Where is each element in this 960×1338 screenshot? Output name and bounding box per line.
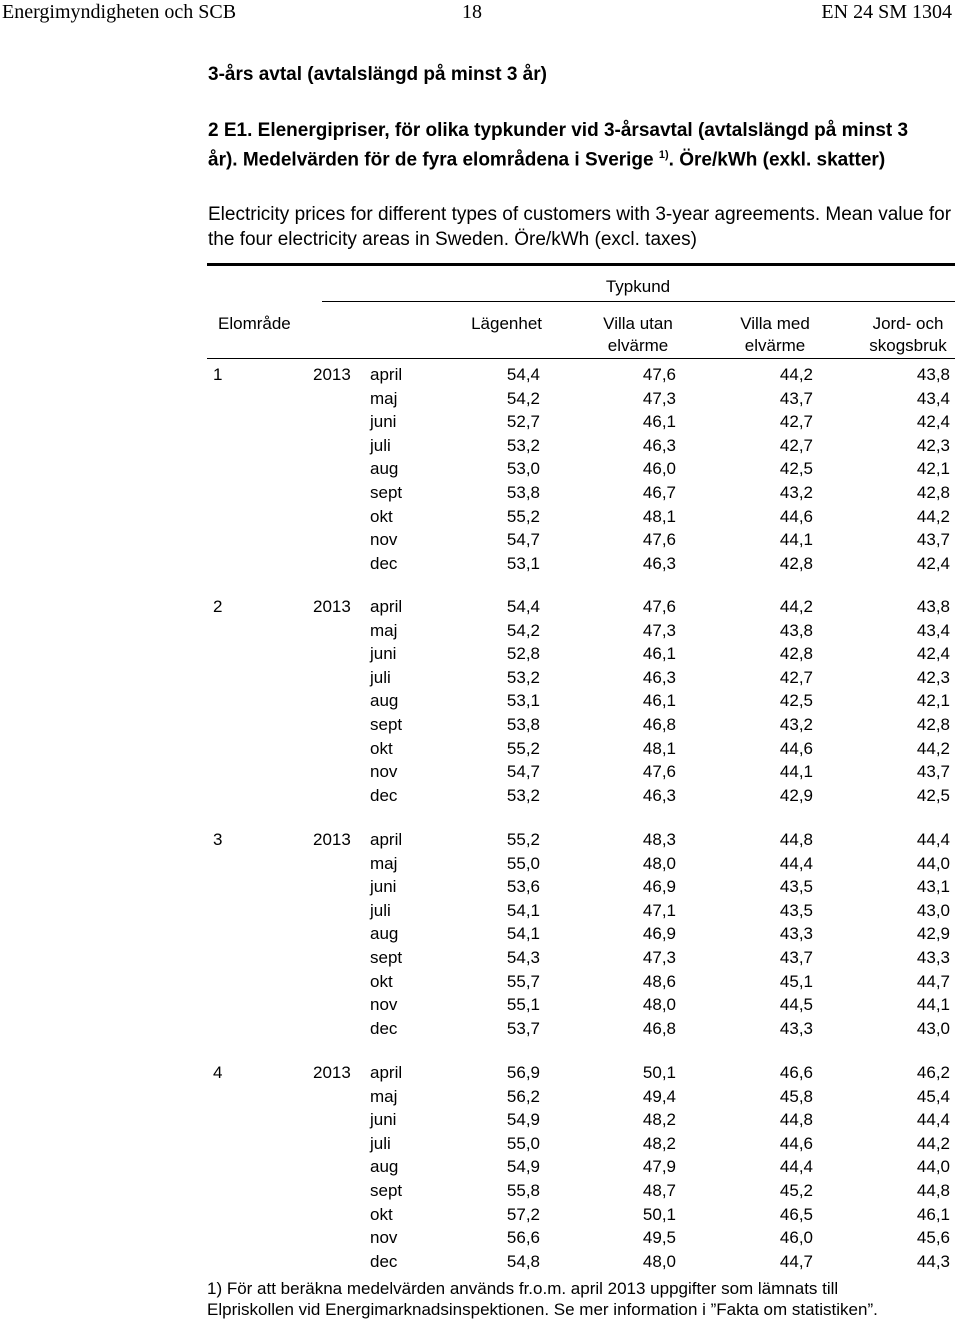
header-jord-line2: skogsbruk [869,336,947,355]
cell-month: maj [370,620,398,640]
cell-jord-och-skogsbruk: 43,7 [916,762,950,782]
cell-villa-utan-elvarme: 46,3 [642,435,676,455]
cell-villa-med-elvarme: 45,2 [779,1181,813,1200]
cell-month: okt [370,1204,393,1224]
cell-villa-utan-elvarme: 47,9 [642,1157,676,1177]
cell-lagenhet: 53,2 [506,785,540,805]
cell-jord-och-skogsbruk: 42,4 [916,644,950,664]
cell-jord-och-skogsbruk: 43,0 [916,900,950,920]
table-row [0,410,960,434]
table-row [0,852,960,876]
cell-month: juli [370,667,391,687]
cell-lagenhet: 53,1 [506,691,540,711]
cell-lagenhet: 54,9 [506,1110,540,1130]
cell-villa-med-elvarme: 42,7 [779,412,813,432]
cell-lagenhet: 55,2 [506,738,540,758]
cell-month: nov [370,762,398,782]
cell-villa-utan-elvarme: 48,1 [642,738,676,758]
cell-villa-utan-elvarme: 46,9 [642,877,676,897]
table-row [0,1085,960,1109]
header-publisher: Energimyndigheten och SCB [2,1,237,23]
cell-lagenhet: 56,6 [506,1228,540,1248]
cell-villa-med-elvarme: 43,5 [779,877,813,897]
cell-year: 2013 [313,365,351,384]
cell-villa-utan-elvarme: 50,1 [642,1063,676,1082]
cell-jord-och-skogsbruk: 42,8 [916,715,950,734]
cell-lagenhet: 53,6 [506,877,540,897]
cell-villa-utan-elvarme: 46,8 [642,715,676,734]
cell-villa-utan-elvarme: 48,0 [642,853,676,873]
cell-month: aug [370,1157,399,1177]
table-row [0,689,960,713]
cell-villa-med-elvarme: 44,4 [779,1157,813,1177]
table-row [0,457,960,481]
cell-villa-utan-elvarme: 48,3 [642,830,676,849]
section-heading: 3-års avtal (avtalslängd på minst 3 år) [208,64,547,85]
cell-lagenhet: 55,0 [506,1133,540,1153]
cell-villa-med-elvarme: 44,8 [779,1110,813,1130]
cell-lagenhet: 54,7 [506,762,540,782]
cell-lagenhet: 54,3 [506,948,540,967]
cell-jord-och-skogsbruk: 45,6 [916,1228,950,1248]
table-row [0,505,960,529]
cell-month: april [370,1063,403,1082]
table-row [0,1250,960,1274]
cell-villa-med-elvarme: 42,5 [779,691,813,711]
cell-lagenhet: 54,2 [506,620,540,640]
cell-lagenhet: 57,2 [506,1204,540,1224]
cell-jord-och-skogsbruk: 42,4 [916,412,950,432]
cell-jord-och-skogsbruk: 44,4 [916,830,950,849]
cell-month: juli [370,1133,391,1153]
table-row [0,993,960,1017]
header-typkund: Typkund [605,277,671,296]
cell-jord-och-skogsbruk: 44,0 [916,1157,950,1177]
cell-villa-med-elvarme: 44,1 [779,762,813,782]
cell-jord-och-skogsbruk: 43,4 [916,388,950,408]
table-row [0,1132,960,1156]
cell-lagenhet: 53,2 [506,667,540,687]
cell-jord-och-skogsbruk: 42,4 [916,553,950,573]
cell-villa-med-elvarme: 44,2 [779,597,813,616]
table-row [0,1108,960,1132]
cell-jord-och-skogsbruk: 43,0 [916,1018,950,1038]
cell-villa-utan-elvarme: 47,1 [642,900,676,920]
cell-villa-utan-elvarme: 47,6 [642,597,676,616]
cell-villa-utan-elvarme: 47,6 [642,365,676,384]
cell-villa-utan-elvarme: 46,8 [642,1018,676,1038]
cell-lagenhet: 54,4 [506,365,540,384]
cell-jord-och-skogsbruk: 44,7 [916,971,950,991]
cell-villa-med-elvarme: 44,2 [779,365,813,384]
header-villa-utan-line2: elvärme [607,336,669,355]
cell-year: 2013 [313,597,351,616]
cell-villa-utan-elvarme: 47,6 [642,762,676,782]
cell-villa-utan-elvarme: 46,0 [642,459,676,479]
cell-lagenhet: 53,1 [506,553,540,573]
cell-jord-och-skogsbruk: 42,9 [916,924,950,944]
cell-jord-och-skogsbruk: 44,3 [916,1251,950,1271]
cell-villa-med-elvarme: 43,3 [779,1018,813,1038]
cell-lagenhet: 52,7 [506,412,540,432]
page-number: 18 [462,1,482,23]
table-row [0,666,960,690]
cell-villa-med-elvarme: 46,0 [779,1228,813,1248]
cell-month: sept [370,483,403,502]
table-row [0,528,960,552]
cell-month: sept [370,1181,403,1200]
cell-villa-med-elvarme: 45,8 [779,1086,813,1106]
cell-villa-med-elvarme: 44,1 [779,530,813,550]
table-row [0,1226,960,1250]
cell-lagenhet: 55,2 [506,830,540,849]
cell-lagenhet: 53,8 [506,483,540,502]
cell-lagenhet: 55,7 [506,971,540,991]
table-row [0,828,960,852]
cell-villa-med-elvarme: 44,7 [779,1251,813,1271]
cell-lagenhet: 52,8 [506,644,540,664]
cell-lagenhet: 54,8 [506,1251,540,1271]
cell-lagenhet: 53,7 [506,1018,540,1038]
cell-jord-och-skogsbruk: 44,2 [916,506,950,526]
cell-month: april [370,597,403,616]
cell-month: juli [370,435,391,455]
cell-villa-med-elvarme: 46,5 [779,1204,813,1224]
cell-month: aug [370,459,399,479]
cell-villa-utan-elvarme: 48,2 [642,1133,676,1153]
cell-villa-med-elvarme: 42,9 [779,785,813,805]
cell-lagenhet: 55,0 [506,853,540,873]
cell-jord-och-skogsbruk: 44,1 [916,995,950,1015]
cell-month: juni [370,877,397,897]
table-row [0,970,960,994]
cell-lagenhet: 54,7 [506,530,540,550]
cell-villa-utan-elvarme: 47,3 [642,948,676,967]
cell-month: okt [370,971,393,991]
cell-villa-utan-elvarme: 48,1 [642,506,676,526]
cell-month: dec [370,1251,398,1271]
cell-lagenhet: 53,8 [506,715,540,734]
cell-villa-med-elvarme: 43,7 [779,948,813,967]
cell-jord-och-skogsbruk: 42,8 [916,483,950,502]
cell-month: maj [370,388,398,408]
cell-jord-och-skogsbruk: 43,4 [916,620,950,640]
cell-villa-med-elvarme: 42,8 [779,644,813,664]
cell-month: juni [370,1110,397,1130]
cell-villa-utan-elvarme: 49,5 [642,1228,676,1248]
cell-jord-och-skogsbruk: 46,2 [916,1063,950,1082]
table-row [0,552,960,576]
cell-lagenhet: 55,1 [506,995,540,1015]
table-row [0,946,960,970]
table-row [0,619,960,643]
table-row [0,1155,960,1179]
cell-jord-och-skogsbruk: 42,1 [916,691,950,711]
cell-villa-utan-elvarme: 46,1 [642,412,676,432]
cell-month: april [370,830,403,849]
cell-jord-och-skogsbruk: 44,0 [916,853,950,873]
cell-villa-utan-elvarme: 46,3 [642,667,676,687]
cell-jord-och-skogsbruk: 42,5 [916,785,950,805]
cell-jord-och-skogsbruk: 43,7 [916,530,950,550]
table-row [0,595,960,619]
cell-month: juni [370,412,397,432]
cell-villa-utan-elvarme: 46,3 [642,553,676,573]
cell-villa-utan-elvarme: 46,3 [642,785,676,805]
cell-jord-och-skogsbruk: 43,8 [916,597,950,616]
cell-month: juni [370,644,397,664]
cell-month: nov [370,1228,398,1248]
footnote: 1) För att beräkna medelvärden används fr.o.m. april 2013 uppgifter som lämnats till Elpriskollen vid Energimarknadsinspektionen. Se mer information i ”Fakta om statistiken”. [207,1279,878,1319]
cell-villa-med-elvarme: 46,6 [779,1063,813,1082]
table-title-swedish-tail: . Öre/kWh (exkl. skatter) [668,149,886,171]
cell-month: sept [370,715,403,734]
cell-month: nov [370,995,398,1015]
cell-month: juli [370,900,391,920]
cell-lagenhet: 55,2 [506,506,540,526]
table-row [0,1061,960,1085]
cell-jord-och-skogsbruk: 42,3 [916,435,950,455]
cell-month: dec [370,785,398,805]
cell-lagenhet: 56,2 [506,1086,540,1106]
cell-lagenhet: 54,2 [506,388,540,408]
table-row [0,737,960,761]
table-row [0,434,960,458]
cell-lagenhet: 55,8 [506,1181,540,1200]
cell-villa-med-elvarme: 43,2 [779,715,813,734]
cell-villa-med-elvarme: 44,6 [779,738,813,758]
cell-jord-och-skogsbruk: 42,1 [916,459,950,479]
cell-villa-utan-elvarme: 46,1 [642,691,676,711]
cell-villa-med-elvarme: 43,7 [779,388,813,408]
table-row [0,760,960,784]
table-row [0,481,960,505]
cell-month: maj [370,1086,398,1106]
cell-jord-och-skogsbruk: 42,3 [916,667,950,687]
table-row [0,875,960,899]
cell-lagenhet: 53,0 [506,459,540,479]
cell-lagenhet: 54,4 [506,597,540,616]
cell-month: aug [370,924,399,944]
cell-villa-utan-elvarme: 47,3 [642,388,676,408]
header-villa-utan-line1: Villa utan [603,314,673,333]
cell-jord-och-skogsbruk: 46,1 [916,1204,950,1224]
cell-villa-utan-elvarme: 46,1 [642,644,676,664]
cell-villa-utan-elvarme: 47,6 [642,530,676,550]
table-row [0,1179,960,1203]
table-row [0,642,960,666]
cell-lagenhet: 54,1 [506,900,540,920]
cell-villa-med-elvarme: 43,5 [779,900,813,920]
cell-villa-med-elvarme: 44,6 [779,1133,813,1153]
cell-month: aug [370,691,399,711]
cell-villa-med-elvarme: 42,8 [779,553,813,573]
cell-month: okt [370,738,393,758]
report-id: EN 24 SM 1304 [821,1,952,23]
cell-elomrade: 1 [213,365,223,384]
header-lagenhet: Lägenhet [471,314,542,333]
cell-villa-med-elvarme: 42,7 [779,667,813,687]
cell-jord-och-skogsbruk: 44,2 [916,1133,950,1153]
cell-jord-och-skogsbruk: 43,3 [916,948,950,967]
table-title-english: Electricity prices for different types of customers with 3-year agreements. Mean value for the four electricity areas in Sweden. Öre/kWh (excl. taxes) [208,204,952,250]
cell-lagenhet: 54,9 [506,1157,540,1177]
table-row [0,922,960,946]
cell-jord-och-skogsbruk: 44,4 [916,1110,950,1130]
cell-jord-och-skogsbruk: 43,8 [916,365,950,384]
table-row [0,784,960,808]
table-row [0,387,960,411]
cell-lagenhet: 56,9 [506,1063,540,1082]
cell-jord-och-skogsbruk: 44,2 [916,738,950,758]
cell-villa-utan-elvarme: 48,0 [642,995,676,1015]
cell-month: maj [370,853,398,873]
cell-month: dec [370,1018,398,1038]
header-villa-med-line2: elvärme [744,336,806,355]
table-title-swedish-main: 2 E1. Elenergipriser, för olika typkunder vid 3-årsavtal (avtalslängd på minst 3 år). Medelvärden för de fyra elområdena i Sverige [208,120,909,171]
cell-elomrade: 4 [213,1063,223,1082]
table-row [0,1203,960,1227]
cell-villa-med-elvarme: 44,4 [779,853,813,873]
cell-villa-med-elvarme: 44,5 [779,995,813,1015]
cell-year: 2013 [313,1063,351,1082]
table-row [0,899,960,923]
table-row [0,713,960,737]
cell-month: nov [370,530,398,550]
cell-villa-utan-elvarme: 49,4 [642,1086,676,1106]
footnote-marker: 1) [658,149,669,161]
cell-jord-och-skogsbruk: 44,8 [916,1181,950,1200]
cell-month: april [370,365,403,384]
cell-villa-utan-elvarme: 50,1 [642,1204,676,1224]
cell-villa-utan-elvarme: 48,2 [642,1110,676,1130]
cell-villa-med-elvarme: 43,2 [779,483,813,502]
cell-month: okt [370,506,393,526]
cell-villa-utan-elvarme: 47,3 [642,620,676,640]
cell-villa-med-elvarme: 42,7 [779,435,813,455]
cell-villa-med-elvarme: 43,3 [779,924,813,944]
cell-lagenhet: 54,1 [506,924,540,944]
table-row [0,1017,960,1041]
cell-villa-utan-elvarme: 46,7 [642,483,676,502]
header-jord-line1: Jord- och [872,314,944,333]
cell-lagenhet: 53,2 [506,435,540,455]
cell-year: 2013 [313,830,351,849]
table-row [0,363,960,387]
cell-elomrade: 2 [213,597,223,616]
cell-jord-och-skogsbruk: 45,4 [916,1086,950,1106]
cell-villa-med-elvarme: 44,8 [779,830,813,849]
cell-villa-utan-elvarme: 48,6 [642,971,676,991]
cell-month: sept [370,948,403,967]
cell-elomrade: 3 [213,830,223,849]
cell-jord-och-skogsbruk: 43,1 [916,877,950,897]
cell-villa-utan-elvarme: 46,9 [642,924,676,944]
cell-villa-med-elvarme: 42,5 [779,459,813,479]
cell-villa-med-elvarme: 43,8 [779,620,813,640]
cell-month: dec [370,553,398,573]
cell-villa-utan-elvarme: 48,7 [642,1181,676,1200]
cell-villa-med-elvarme: 44,6 [779,506,813,526]
header-villa-med-line1: Villa med [740,314,810,333]
cell-villa-med-elvarme: 45,1 [779,971,813,991]
header-elomrade: Elområde [218,314,291,333]
cell-villa-utan-elvarme: 48,0 [642,1251,676,1271]
